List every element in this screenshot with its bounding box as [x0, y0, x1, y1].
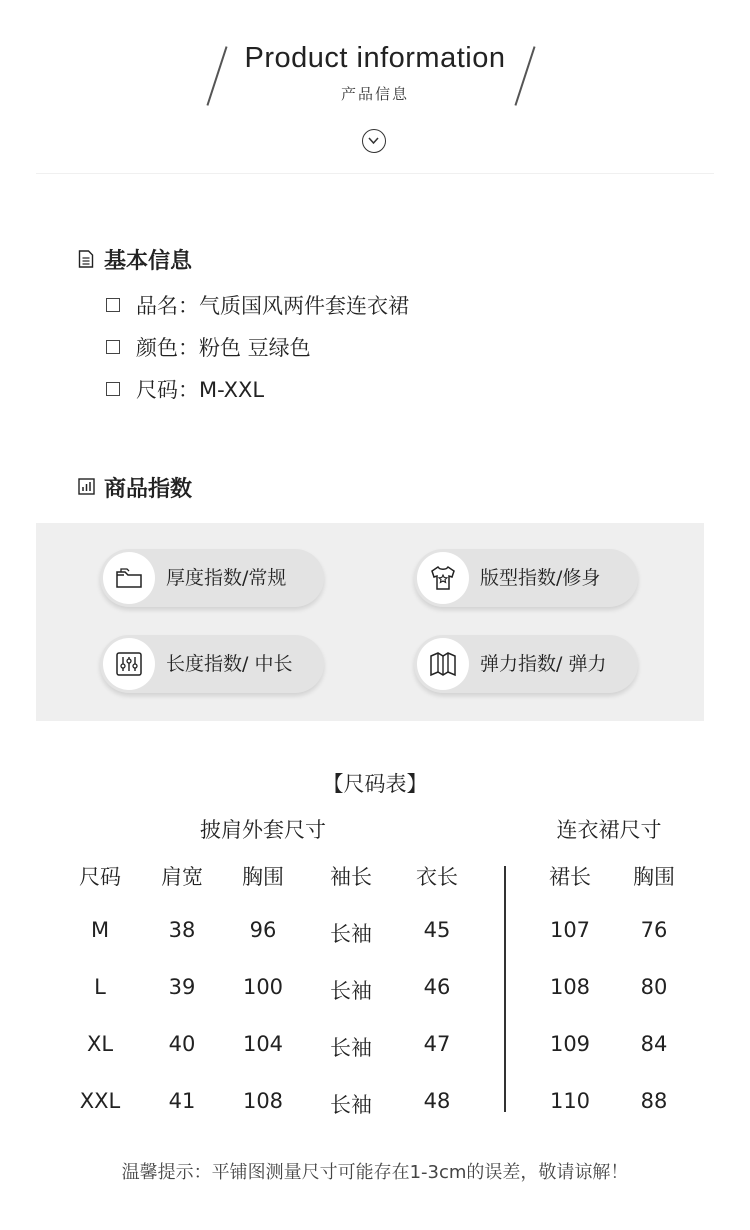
table-cell: 长袖: [330, 1093, 372, 1117]
index-label: 厚度指数/常规: [166, 567, 287, 589]
table-cell: 96: [249, 918, 277, 942]
index-label: 弹力指数/ 弹力: [480, 653, 607, 675]
table-cell: 80: [640, 975, 668, 999]
table-cell: 84: [640, 1032, 668, 1056]
table-cell: 长袖: [330, 922, 372, 946]
table-cell: 47: [423, 1032, 451, 1056]
header-title-cn: 产品信息: [340, 85, 409, 103]
checkbox-icon: [106, 298, 120, 312]
basic-info-title: 基本信息: [104, 249, 193, 274]
index-label: 长度指数/ 中长: [166, 653, 293, 675]
checkbox-icon: [106, 382, 120, 396]
table-cell: 107: [549, 918, 591, 942]
table-cell: 100: [242, 975, 284, 999]
index-length: [100, 635, 324, 693]
header-title-en: Product information: [244, 42, 506, 74]
table-cell: 长袖: [330, 979, 372, 1003]
table-cell: XXL: [79, 1089, 121, 1113]
table-cell: 46: [423, 975, 451, 999]
table-header: 裙长: [549, 865, 591, 889]
table-cell: 76: [640, 918, 668, 942]
table-header: 尺码: [79, 865, 121, 889]
table-cell: 109: [549, 1032, 591, 1056]
jacket-size-group: 披肩外套尺寸: [200, 818, 326, 842]
table-header: 衣长: [416, 865, 458, 889]
column-divider: [504, 866, 506, 1112]
table-cell: 110: [549, 1089, 591, 1113]
table-cell: 45: [423, 918, 451, 942]
table-cell: 108: [549, 975, 591, 999]
table-cell: 108: [242, 1089, 284, 1113]
table-header: 肩宽: [161, 865, 203, 889]
index-elasticity: [414, 635, 638, 693]
info-item-color: [106, 333, 311, 363]
index-fit: [414, 549, 638, 607]
header-divider: [36, 173, 714, 174]
table-cell: 48: [423, 1089, 451, 1113]
index-thickness: [100, 549, 324, 607]
info-item-label: 颜色：粉色 豆绿色: [136, 336, 311, 360]
table-header: 袖长: [330, 865, 372, 889]
table-cell: 104: [242, 1032, 284, 1056]
table-cell: 88: [640, 1089, 668, 1113]
table-cell: M: [90, 918, 110, 942]
size-table-title: 【尺码表】: [322, 772, 428, 796]
chevron-down-icon[interactable]: [362, 129, 386, 153]
index-label: 版型指数/修身: [480, 567, 601, 589]
table-cell: XL: [86, 1032, 114, 1056]
table-cell: 39: [168, 975, 196, 999]
bar-chart-icon: [78, 478, 94, 496]
dress-size-group: 连衣裙尺寸: [556, 818, 662, 842]
info-item-label: 品名：气质国风两件套连衣裙: [136, 294, 409, 318]
table-cell: 40: [168, 1032, 196, 1056]
document-icon: [78, 250, 94, 268]
table-cell: 41: [168, 1089, 196, 1113]
table-header: 胸围: [242, 865, 284, 889]
table-header: 胸围: [633, 865, 675, 889]
table-cell: L: [94, 975, 106, 999]
product-index-title: 商品指数: [104, 477, 193, 502]
info-item-size: [106, 375, 264, 405]
checkbox-icon: [106, 340, 120, 354]
table-cell: 长袖: [330, 1036, 372, 1060]
info-item-name: [106, 291, 409, 321]
info-item-label: 尺码：M-XXL: [136, 378, 265, 402]
table-cell: 38: [168, 918, 196, 942]
measurement-note: 温馨提示：平铺图测量尺寸可能存在1-3cm的误差，敬请谅解！: [121, 1162, 629, 1183]
